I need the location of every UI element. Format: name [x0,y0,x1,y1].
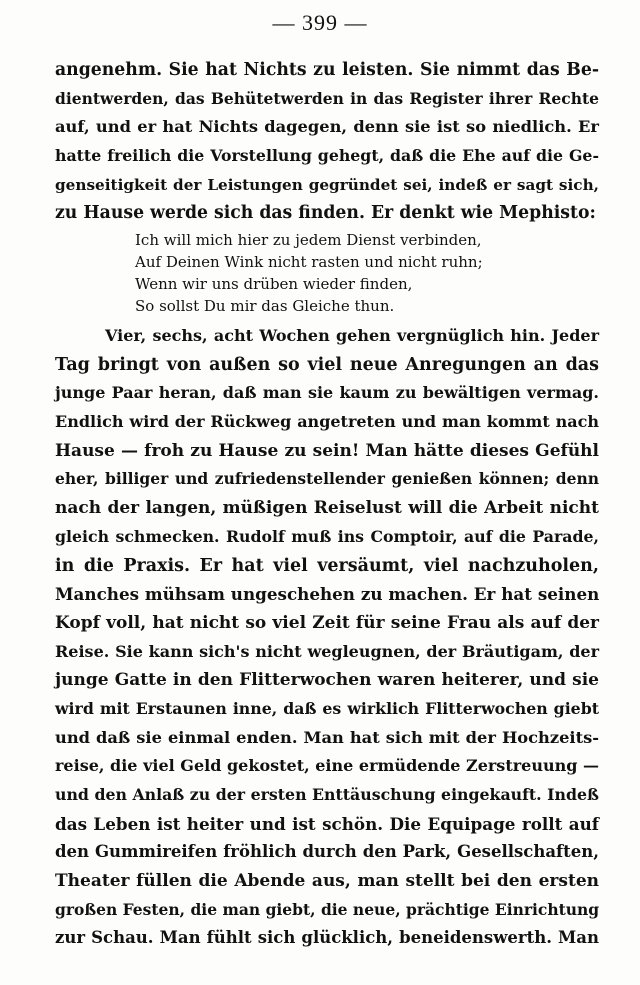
text-line: wird mit Erstaunen inne, daß es wirklich Flitterwochen giebt [55,698,599,718]
text-line: den Gummireifen fröhlich durch den Park, Gesellschaften, [55,842,599,862]
text-line: das Leben ist heiter und ist schön. Die Equipage rollt auf [55,813,599,834]
text-line: zu Hause werde sich das finden. Er denkt wie Mephisto: [55,203,596,224]
text-line: Vier, sechs, acht Wochen gehen vergnüglich hin. Jeder [105,326,599,345]
text-line: und daß sie einmal enden. Man hat sich mit der Hochzeits- [55,727,599,747]
text-line: hatte freilich die Vorstellung gehegt, daß die Ehe auf die Ge- [55,146,599,166]
text-line: zur Schau. Man fühlt sich glücklich, beneidenswerth. Man [55,928,599,948]
text-line: gleich schmecken. Rudolf muß ins Comptoir, auf die Parade, [55,526,599,546]
text-line: großen Festen, die man giebt, die neue, prächtige Einrichtung [55,899,600,919]
text-line: dientwerden, das Behütetwerden in das Register ihrer Rechte [55,88,599,108]
verse-line: Auf Deinen Wink nicht rasten und nicht ruhn; [135,253,483,271]
text-line: nach der langen, müßigen Reiselust will die Arbeit nicht [55,498,599,519]
text-line: Hause — froh zu Hause zu sein! Man hätte dieses Gefühl [55,440,599,461]
text-line: angenehm. Sie hat Nichts zu leisten. Sie nimmt das Be- [55,60,599,80]
paragraph-2 [55,322,599,953]
verse-line: Ich will mich hier zu jedem Dienst verbinden, [135,231,482,249]
text-line: auf, und er hat Nichts dagegen, denn sie ist so niedlich. Er [55,117,599,137]
text-line: Reise. Sie kann sich's nicht wegleugnen, der Bräutigam, der [55,641,599,661]
verse-line: Wenn wir uns drüben wieder finden, [135,275,413,293]
verse-line: So sollst Du mir das Gleiche thun. [135,297,395,315]
text-line: Manches mühsam ungeschehen zu machen. Er hat seinen [55,584,600,605]
text-line: und den Anlaß zu der ersten Enttäuschung eingekauft. Indeß [55,785,599,804]
text-line: Endlich wird der Rückweg angetreten und man kommt nach [55,412,599,432]
text-line: Kopf voll, hat nicht so viel Zeit für seine Frau als auf der [55,612,599,633]
text-line: junge Paar heran, daß man sie kaum zu bewältigen vermag. [55,383,599,403]
text-line: Theater füllen die Abende aus, man stellt bei den ersten [55,871,599,892]
text-line: in die Praxis. Er hat viel versäumt, viel nachzuholen, [55,555,599,576]
text-line: genseitigkeit der Leistungen gegründet sei, indeß er sagt sich, [55,175,599,194]
verse-quote [135,229,555,317]
page-number: — 399 — [272,10,368,35]
text-line: eher, billiger und zufriedenstellender genießen können; denn [55,469,599,489]
text-line: reise, die viel Geld gekostet, eine ermüdende Zerstreuung — [55,756,599,776]
text-line: Tag bringt von außen so viel neue Anregungen an das [55,354,599,375]
paragraph-1 [55,56,599,228]
text-line: junge Gatte in den Flitterwochen waren heiterer, und sie [55,670,599,691]
